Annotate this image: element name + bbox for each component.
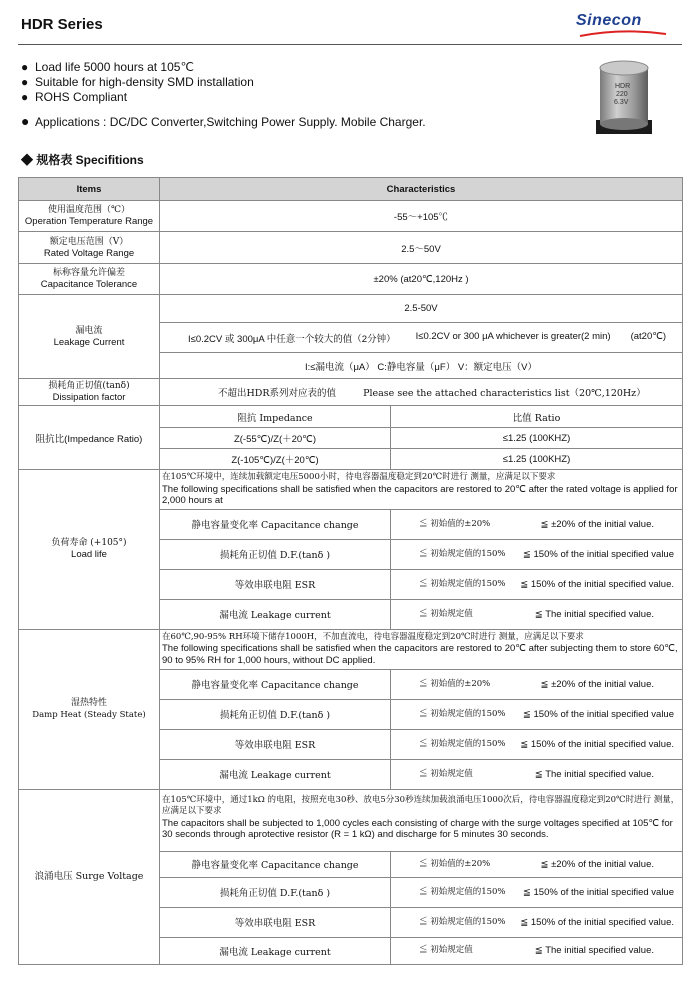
test-criteria: ≦ 初始规定值 ≦ The initial specified value. <box>391 759 683 789</box>
item-label: 标称容量允许偏差 Capacitance Tolerance <box>19 264 160 295</box>
test-criteria: ≦ 初始规定值的150% ≦ 150% of the initial specified value <box>391 877 683 907</box>
test-criteria: ≦ 初始规定值的150% ≦ 150% of the initial specified value. <box>391 907 683 937</box>
impedance-head: 阻抗 Impedance <box>160 406 391 428</box>
table-row <box>19 264 683 295</box>
item-label: 漏电流 Leakage Current <box>19 295 160 379</box>
page-title: HDR Series <box>21 16 103 33</box>
feature-item: ● Suitable for high-density SMD installation <box>21 75 254 89</box>
test-criteria: ≦ 初始规定值的150% ≦ 150% of the initial specified value. <box>391 569 683 599</box>
item-label: 阻抗比(Impedance Ratio) <box>19 406 160 470</box>
cap-label-1: HDR <box>615 83 631 90</box>
capacitor-image <box>592 58 656 140</box>
item-label: 浪涌电压 Surge Voltage <box>19 789 160 964</box>
test-conditions: 在60℃,90-95% RH环境下储存1000H，不加直流电，待电容器温度稳定到20℃时进行 测量，应满足以下要求 The following specifications shall be satisfied when the capacitors are restored to 20℃ after subjecting them to store 60℃, 90 to 95% RH for 1,000 hours, without DC applied. <box>160 629 683 669</box>
impedance-ratio: ≤1.25 (100KHZ) <box>391 428 683 449</box>
test-criteria: ≦ 初始规定值 ≦ The initial specified value. <box>391 599 683 629</box>
test-item: 损耗角正切值 D.F.(tanδ ) <box>160 877 391 907</box>
table-row <box>19 379 683 406</box>
table-row <box>19 232 683 264</box>
item-value: ±20% (at20℃,120Hz ) <box>160 264 683 295</box>
item-value: -55～+105℃ <box>160 201 683 232</box>
impedance-cond: Z(-105℃)/Z(＋20℃) <box>160 449 391 470</box>
table-row <box>19 201 683 232</box>
item-label: 负荷寿命 (+105°) Load life <box>19 470 160 630</box>
feature-list <box>21 60 254 105</box>
item-value: 不超出HDR系列对应表的值 Please see the attached characteristics list（20℃,120Hz） <box>160 379 683 406</box>
test-criteria: ≦ 初始值的±20% ≦ ±20% of the initial value. <box>391 669 683 699</box>
spec-heading: ◆ 规格表 Specifitions <box>21 153 144 167</box>
table-row <box>19 295 683 323</box>
brand-name: Sinecon <box>576 12 642 29</box>
feature-item: ● Load life 5000 hours at 105℃ <box>21 60 194 74</box>
ratio-head: 比值 Ratio <box>391 406 683 428</box>
cap-label-3: 6.3V <box>614 99 629 106</box>
test-item: 静电容量变化率 Capacitance change <box>160 851 391 877</box>
test-criteria: ≦ 初始规定值 ≦ The initial specified value. <box>391 937 683 964</box>
table-row <box>19 406 683 428</box>
brand-logo <box>576 12 642 30</box>
test-criteria: ≦ 初始值的±20% ≦ ±20% of the initial value. <box>391 509 683 539</box>
item-label: 湿热特性 Damp Heat (Steady State) <box>19 629 160 789</box>
test-conditions: 在105℃环境中，连续加载额定电压5000小时，待电容器温度稳定到20℃时进行 测量，应满足以下要求 The following specifications shall be satisfied when the capacitors are restored to 20℃ after the rated voltage is applied for 2,000 hours at <box>160 470 683 510</box>
test-item: 等效串联电阻 ESR <box>160 729 391 759</box>
test-item: 等效串联电阻 ESR <box>160 907 391 937</box>
col-characteristics: Characteristics <box>160 178 683 201</box>
test-criteria: ≦ 初始值的±20% ≦ ±20% of the initial value. <box>391 851 683 877</box>
feature-item: ● ROHS Compliant <box>21 90 128 104</box>
test-item: 漏电流 Leakage current <box>160 759 391 789</box>
table-row <box>19 629 683 669</box>
col-items: Items <box>19 178 160 201</box>
table-row <box>19 789 683 851</box>
impedance-cond: Z(-55℃)/Z(＋20℃) <box>160 428 391 449</box>
test-item: 漏电流 Leakage current <box>160 599 391 629</box>
applications-line: ● Applications : DC/DC Converter,Switching Power Supply. Mobile Charger. <box>21 113 426 129</box>
logo-swoosh-icon <box>578 30 668 38</box>
test-item: 静电容量变化率 Capacitance change <box>160 669 391 699</box>
impedance-ratio: ≤1.25 (100KHZ) <box>391 449 683 470</box>
header-divider <box>18 44 682 45</box>
table-row <box>19 470 683 510</box>
test-criteria: ≦ 初始规定值的150% ≦ 150% of the initial specified value. <box>391 729 683 759</box>
item-label: 额定电压范围（V） Rated Voltage Range <box>19 232 160 264</box>
test-conditions: 在105℃环境中，通过1kΩ 的电阻，按照充电30秒、放电5分30秒连续加载浪涌电压1000次后，待电容器温度稳定到20℃时进行 测量，应满足以下要求 The capacitors shall be subjected to 1,000 cycles each consisting of charge with the surge voltages specified at 105℃ for 30 seconds through aprotective resistor (R = 1 kΩ) and discharge for 5 minutes 30 seconds. <box>160 789 683 851</box>
test-criteria: ≦ 初始规定值的150% ≦ 150% of the initial specified value <box>391 699 683 729</box>
item-label: 使用温度范围（℃） Operation Temperature Range <box>19 201 160 232</box>
table-header-row <box>19 178 683 201</box>
spec-table <box>18 177 683 965</box>
leakage-legend: I:≤漏电流（μA） C:静电容量（μF） V：额定电压（V） <box>160 353 683 379</box>
test-item: 静电容量变化率 Capacitance change <box>160 509 391 539</box>
test-item: 损耗角正切值 D.F.(tanδ ) <box>160 699 391 729</box>
test-item: 等效串联电阻 ESR <box>160 569 391 599</box>
test-item: 漏电流 Leakage current <box>160 937 391 964</box>
test-item: 损耗角正切值 D.F.(tanδ ) <box>160 539 391 569</box>
item-value: 2.5～50V <box>160 232 683 264</box>
cap-label-2: 220 <box>616 91 628 98</box>
leakage-range: 2.5-50V <box>160 295 683 323</box>
leakage-formula: I≤0.2CV 或 300μA 中任意一个较大的值（2分钟） I≤0.2CV or 300 μA whichever is greater(2 min) (at20℃) <box>160 323 683 353</box>
test-criteria: ≦ 初始规定值的150% ≦ 150% of the initial specified value <box>391 539 683 569</box>
item-label: 损耗角正切值(tanδ) Dissipation factor <box>19 379 160 406</box>
